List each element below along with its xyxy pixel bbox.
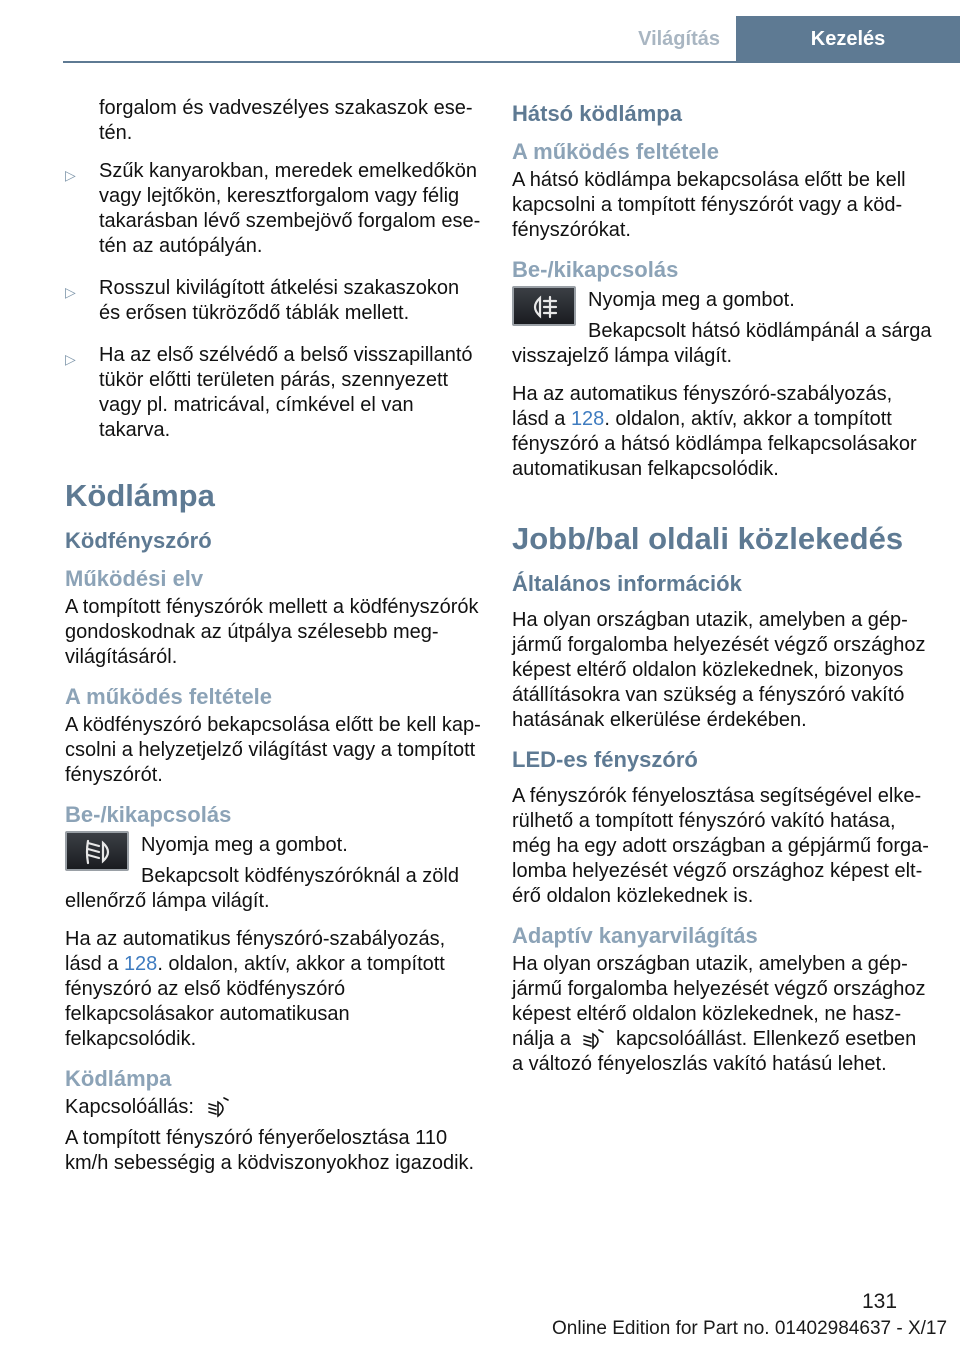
list-item: ▷ Szűk kanyarokban, meredek emelkedőkön vagy lejtőkön, keresztforgalom vagy félig takarásban lévő szembejövő forgalom esetén az autópályán. [65,160,481,257]
button-instruction [65,831,485,889]
subheading-condition: A működés feltétele [65,684,273,709]
list-item: ▷ Rosszul kivilágított átkelési szakaszokon és erősen tükröződő táblák mellett. [65,277,460,324]
button-status-continued: visszajelző lámpa világít. [512,345,733,367]
fog-light-switch-icon [581,1028,607,1052]
subheading-principle: Működési elv [65,566,204,591]
button-status-continued: ellenőrző lámpa világít. [65,890,270,912]
front-fog-light-button-icon [65,831,129,871]
page-number: 131 [862,1290,898,1313]
list-item: ▷ Ha az első szélvédő a belső visszapillantó tükör előtti területen párás, szennyezett vagy pl. matricával, címkével el van takarva. [65,344,473,441]
paragraph-principle: A tompított fényszórók mellett a ködfényszórók gondoskodnak az útpálya szélesebb megvilágításáról. [65,596,479,668]
fog-light-switch-icon [206,1096,232,1120]
footer-edition: Online Edition for Part no. 01402984637 - X/17 [552,1318,948,1339]
paragraph-fog-lamp: A tompított fényszóró fényerőelosztása 110 km/h sebességig a ködviszonyokhoz igazodik. [65,1127,475,1174]
bullet-triangle-icon: ▷ [65,284,76,300]
section-heading-led: LED-es fényszóró [512,747,698,772]
paragraph-switch-position: Kapcsolóállás: [65,1095,485,1120]
paragraph-auto-headlight: Ha az automatikus fényszóró-szabályozás, lásd a 128. oldalon, aktív, akkor a tompított fényszóró az első ködfényszóró felkapcsolásakor automatikusan felkapcsolódik. [65,928,446,1050]
header-chapter-tab: Kezelés [736,16,960,62]
right-column [512,96,932,1090]
rear-fog-light-button-icon [512,286,576,326]
paragraph-condition: A ködfényszóró bekapcsolása előtt be kell kapcsolni a helyzetjelző világítást vagy a tompított fényszórót. [65,714,481,786]
paragraph-adaptive: Ha olyan országban utazik, amelyben a gépjármű forgalomba helyezését végző országhoz képest eltérő oldalon közlekednek, ne használja a kapcsolóállást. Ellenkező esetben a változó fényeloszlás vakító hatású lehet. [512,953,926,1075]
chapter-heading-fog-lamp: Ködlámpa [65,478,215,513]
paragraph-auto-headlight: Ha az automatikus fényszóró-szabályozás, lásd a 128. oldalon, aktív, akkor a tompított fényszóró a hátsó ködlámpa felkapcsolásakor automatikusan felkapcsolódik. [512,383,917,480]
bullet-list [65,159,485,443]
button-status-line: Bekapcsolt ködfényszóróknál a zöld [141,865,459,887]
page-reference-link[interactable]: 128 [123,953,158,975]
paragraph-general-info: Ha olyan országban utazik, amelyben a gépjármű forgalomba helyezését végző országhoz képest eltérő oldalon közlekednek, bizonyos átállításokra van szükség a fényszóró vakító hatásának elkerülése érdekében. [512,609,926,731]
subheading-switch: Be-/kikapcsolás [512,257,679,282]
header-section-title: Világítás [638,28,720,50]
page-reference-link[interactable]: 128 [570,408,605,430]
page-header [0,0,960,62]
bullet-triangle-icon: ▷ [65,351,76,367]
left-column [65,96,485,1189]
button-instruction-line: Nyomja meg a gombot. [588,289,795,311]
button-instruction-line: Nyomja meg a gombot. [141,834,348,856]
section-heading-rear-fog: Hátsó ködlámpa [512,101,682,126]
section-heading-general-info: Általános információk [512,571,742,596]
paragraph-led: A fényszórók fényelosztása segítségével elkerülhető a tompított fényszóró vakító hatása, még ha egy adott országban a gépjármű forgalomba helyezését végző országhoz képest eltérő oldalon közlekednek is. [512,785,929,907]
chapter-heading-traffic-side: Jobb/bal oldali közlekedés [512,521,904,556]
subheading-condition: A működés feltétele [512,139,720,164]
header-rule [63,61,960,63]
section-heading-fog-headlight: Ködfényszóró [65,528,212,553]
button-status-line: Bekapcsolt hátsó ködlámpánál a sárga [588,320,932,342]
bullet-triangle-icon: ▷ [65,167,76,183]
subheading-fog-lamp: Ködlámpa [65,1066,172,1091]
subheading-switch: Be-/kikapcsolás [65,802,232,827]
continued-text: forgalom és vadveszélyes szakaszok esetén. [99,97,473,144]
paragraph-condition: A hátsó ködlámpa bekapcsolása előtt be kell kapcsolni a tompított fényszórót vagy a ködfényszórókat. [512,169,906,241]
button-instruction [512,286,932,344]
subheading-adaptive: Adaptív kanyarvilágítás [512,923,758,948]
